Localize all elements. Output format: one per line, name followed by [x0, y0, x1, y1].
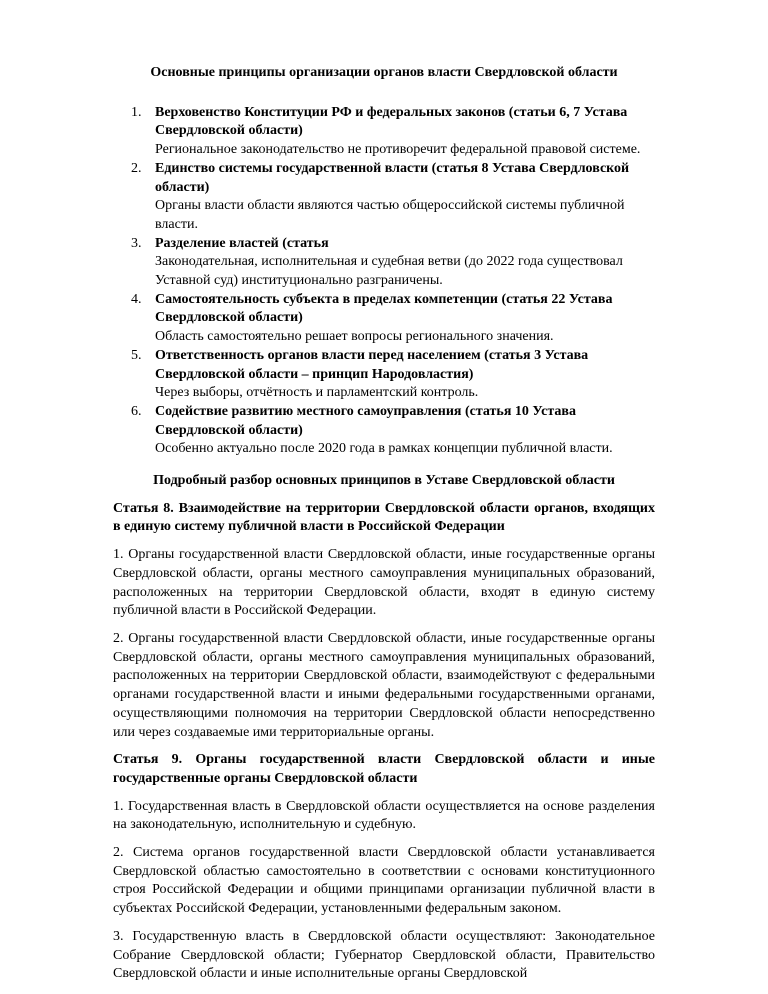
- principle-description: Органы власти области являются частью общероссийской системы публичной власти.: [155, 198, 625, 232]
- article-8-paragraph-2: 2. Органы государственной власти Свердловской области, иные государственные органы Свердловской области, органы местного самоуправления муниципальных образований, расположенных на территории Свердловской области, взаимодействуют с федеральными органами государственной власти и иными федеральными государственными органами, осуществляющими полномочия на территории Свердловской области непосредственно или через создаваемые ими территориальные органы.: [113, 630, 655, 740]
- article-9-paragraph-2: 2. Система органов государственной власти Свердловской области устанавливается Свердловской областью самостоятельно в соответствии с основами конституционного строя Российской Федерации и общими принципами организации публичной власти в субъектах Российской Федерации, установленными федеральным законом.: [113, 845, 655, 917]
- article-8-heading: Статья 8. Взаимодействие на территории Свердловской области органов, входящих в единую систему публичной власти в Российской Федерации: [113, 500, 655, 535]
- document-subtitle: Подробный разбор основных принципов в Уставе Свердловской области: [153, 473, 615, 489]
- principle-description: Особенно актуально после 2020 года в рамках концепции публичной власти.: [155, 441, 613, 457]
- article-9-paragraph-1: 1. Государственная власть в Свердловской области осуществляется на основе разделения на законодательную, исполнительную и судебную.: [113, 798, 655, 833]
- principle-heading: Единство системы государственной власти (статья 8 Устава Свердловской области): [155, 160, 630, 195]
- article-9-paragraph-3: 3. Государственную власть в Свердловской области осуществляют: Законодательное Собрание Свердловской области; Губернатор Свердловской области, Правительство Свердловской области и иные исполнительные органы Свердловской: [113, 928, 655, 982]
- principle-heading: Ответственность органов власти перед населением (статья 3 Устава Свердловской области – принцип Народовластия): [155, 347, 589, 382]
- principle-item-5: [113, 347, 655, 403]
- principle-number: 6.: [131, 403, 142, 419]
- article-8-paragraph-1: 1. Органы государственной власти Свердловской области, иные государственные органы Свердловской области, органы местного самоуправления муниципальных образований, расположенных на территории Свердловской области, входят в единую систему публичной власти в Российской Федерации.: [113, 547, 655, 619]
- principle-description: Через выборы, отчётность и парламентский контроль.: [155, 385, 479, 401]
- principle-number: 3.: [131, 235, 142, 251]
- principle-item-1: [113, 104, 655, 160]
- principle-number: 1.: [131, 104, 142, 120]
- principle-heading: Содействие развитию местного самоуправления (статья 10 Устава Свердловской области): [155, 403, 576, 438]
- principle-item-4: [113, 291, 655, 347]
- principle-number: 2.: [131, 160, 142, 176]
- document-title: Основные принципы организации органов власти Свердловской области: [150, 65, 618, 80]
- article-8-section: [113, 500, 655, 742]
- principle-item-3: [113, 235, 655, 291]
- principle-description: Региональное законодательство не противоречит федеральной правовой системе.: [155, 142, 641, 158]
- principle-heading: Разделение властей (статья: [155, 235, 329, 251]
- principle-description: Законодательная, исполнительная и судебная ветви (до 2022 года существовал Уставной суд) институционально разграничены.: [155, 254, 623, 289]
- article-9-heading: Статья 9. Органы государственной власти Свердловской области и иные государственные органы Свердловской области: [113, 752, 655, 786]
- principle-item-2: [113, 160, 655, 235]
- principle-heading: Самостоятельность субъекта в пределах компетенции (статья 22 Устава Свердловской области): [155, 291, 613, 326]
- principle-item-6: [113, 403, 655, 459]
- principle-number: 4.: [131, 291, 142, 307]
- principle-description: Область самостоятельно решает вопросы регионального значения.: [155, 329, 554, 345]
- principle-number: 5.: [131, 347, 142, 363]
- principles-list: [113, 104, 655, 459]
- principle-heading: Верховенство Конституции РФ и федеральных законов (статьи 6, 7 Устава Свердловской области): [155, 104, 628, 139]
- article-9-section: [113, 751, 655, 984]
